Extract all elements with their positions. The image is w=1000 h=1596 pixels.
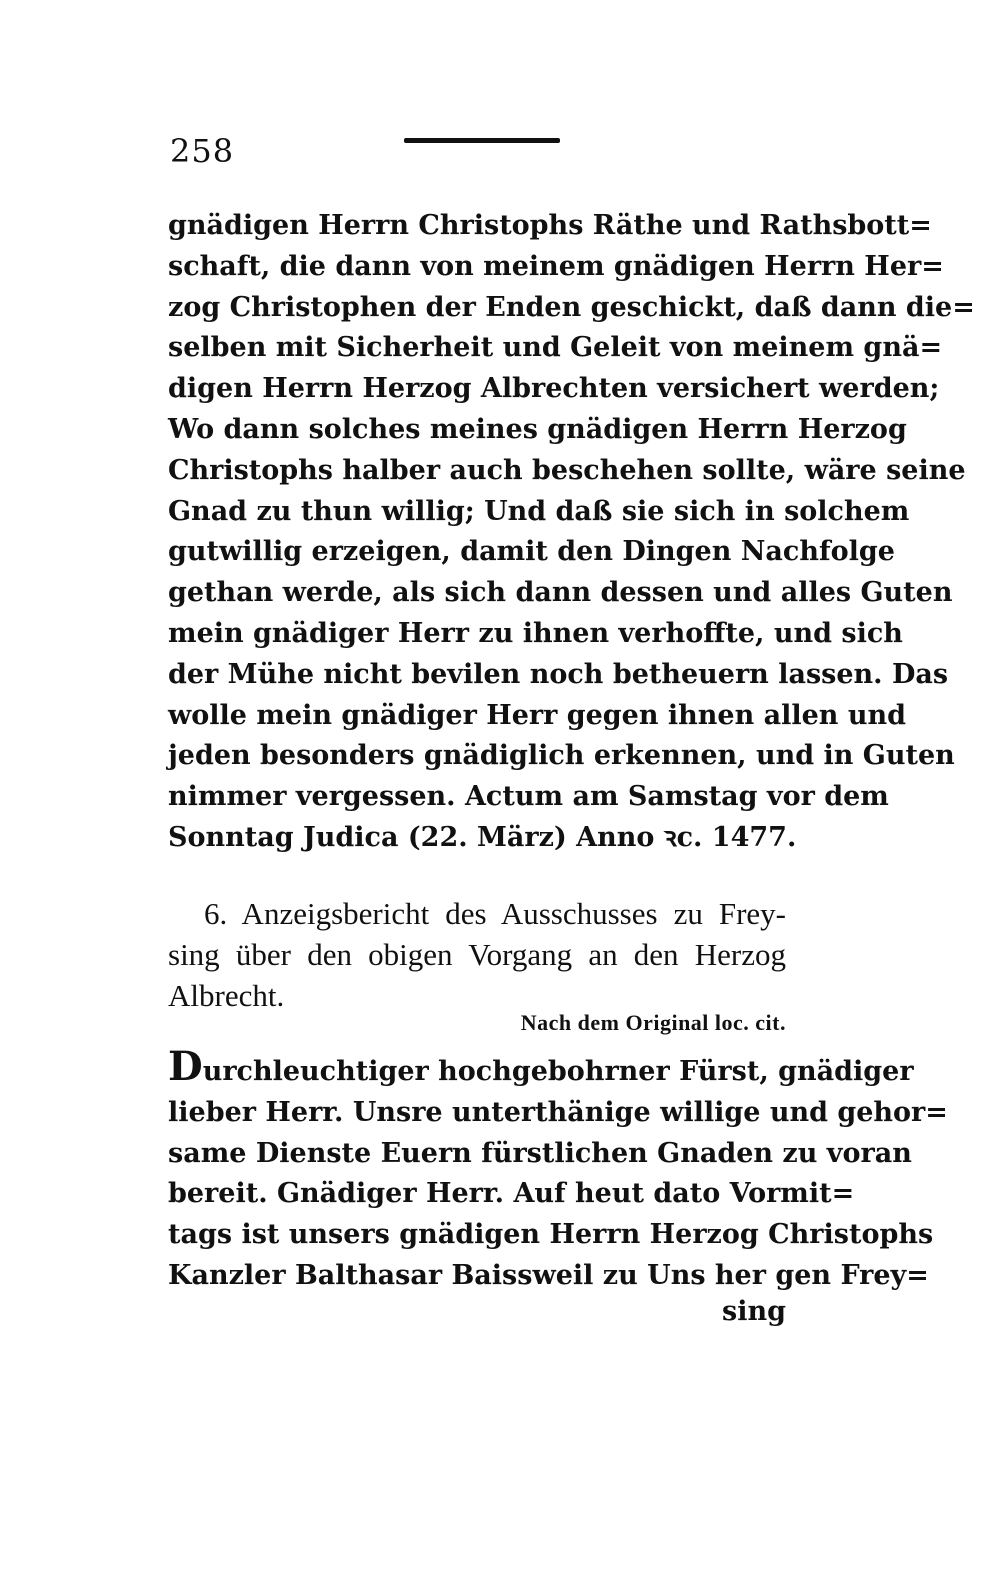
text-line: lieber Herr. Unsre unterthänige willige und gehor= [168,1096,948,1128]
text-line: bereit. Gnädiger Herr. Auf heut dato Vormit= [168,1178,855,1210]
text-line: Christophs halber auch beschehen sollte, wäre seine [168,454,966,486]
text-line: Wo dann solches meines gnädigen Herrn Herzog [168,413,907,445]
text-line: gnädigen Herrn Christophs Räthe und Rathsbott= [168,210,932,241]
text-line: gethan werde, als sich dann dessen und alles Guten [168,577,953,609]
header-rule [404,138,560,143]
section-heading [168,894,786,1016]
body-paragraph [168,206,975,859]
text-line: Gnad zu thun willig; Und daß sie sich in solchem [168,495,910,527]
text-line: nimmer vergessen. Actum am Samstag vor dem [168,781,889,813]
text-line: Kanzler Balthasar Baissweil zu Uns her gen Frey= [168,1259,929,1291]
drop-cap: D [168,1043,203,1090]
heading-line: sing über den obigen Vorgang an den Herzog [168,936,786,972]
text-line: selben mit Sicherheit und Geleit von meinem gnä= [168,332,943,364]
text-line: tags ist unsers gnädigen Herrn Herzog Christophs [168,1219,934,1251]
heading-line: Albrecht. [168,977,285,1013]
text-line: mein gnädiger Herr zu ihnen verhoffte, und sich [168,617,903,649]
letter-paragraph [168,1043,948,1297]
heading-line: 6. Anzeigsbericht des Ausschusses zu Frey- [204,896,786,931]
text-line: Sonntag Judica (22. März) Anno ꝛc. 1477. [168,821,797,853]
text-line: wolle mein gnädiger Herr gegen ihnen allen und [168,699,906,731]
text-line: digen Herrn Herzog Albrechten versichert werden; [168,373,940,405]
catchword: sing [722,1296,786,1327]
text-line [168,1043,914,1093]
text-line: same Dienste Euern fürstlichen Gnaden zu voran [168,1137,912,1169]
text-line: der Mühe nicht bevilen noch betheuern lassen. Das [168,658,949,690]
text-line: zog Christophen der Enden geschickt, daß dann die= [168,291,975,323]
first-line-text: urchleuchtiger hochgebohrner Fürst, gnädiger [202,1056,914,1087]
text-line: schaft, die dann von meinem gnädigen Herrn Her= [168,250,944,282]
source-note: Nach dem Original loc. cit. [520,1010,786,1035]
text-line: gutwillig erzeigen, damit den Dingen Nachfolge [168,536,895,568]
page-number: 258 [170,132,235,170]
text-line: jeden besonders gnädiglich erkennen, und in Guten [168,740,955,772]
